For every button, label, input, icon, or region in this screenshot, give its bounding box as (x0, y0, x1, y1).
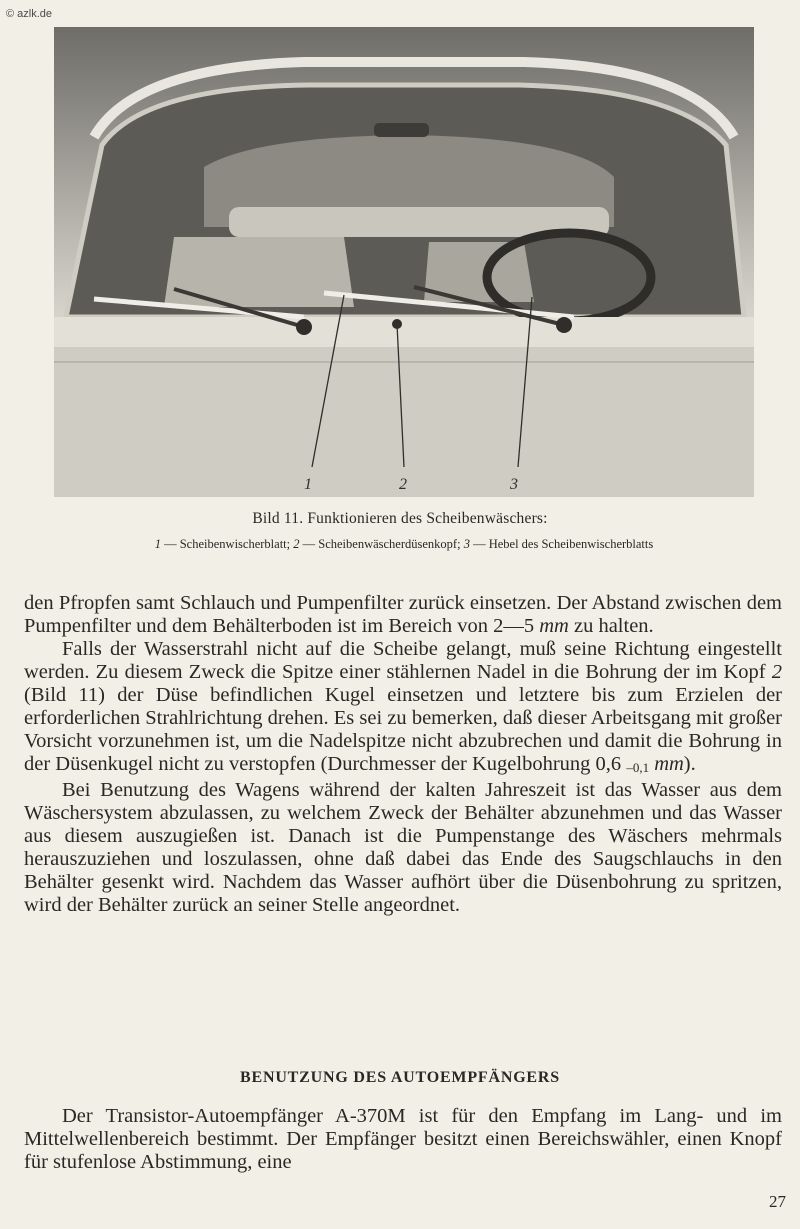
figure-legend (56, 537, 752, 551)
figure-caption: Bild 11. Funktionieren des Scheibenwäschers: (252, 510, 548, 527)
body-text (24, 592, 782, 917)
paragraph-2 (24, 638, 782, 779)
windshield-photo (54, 27, 754, 497)
paragraph-1-text: den Pfropfen samt Schlauch und Pumpenfilter zurück einsetzen. Der Abstand zwischen dem Pumpenfilter und dem Behälterboden ist im Bereich von 2—5 (24, 592, 782, 637)
page-number: 27 (769, 1192, 786, 1211)
body-text-continued (24, 1105, 782, 1174)
callout-1: 1 (304, 476, 312, 493)
paragraph-4: Der Transistor-Autoempfänger A-370M ist für den Empfang im Lang- und im Mittelwellenbereich bestimmt. Der Empfänger besitzt einen Bereichswähler, einen Knopf für stufenlose Abstimmung, eine (24, 1105, 782, 1173)
paragraph-2-end: ). (683, 753, 696, 775)
paragraph-2-text-a: Falls der Wasserstrahl nicht auf die Scheibe gelangt, muß seine Richtung eingestellt werden. Zu diesem Zweck die Spitze einer stählernen Nadel in die Bohrung der im Kopf (24, 638, 782, 683)
cowl-panel (54, 317, 754, 347)
ref-number: 2 (771, 661, 782, 683)
rear-view-mirror (374, 123, 429, 137)
unit-mm: mm (539, 615, 569, 637)
unit-mm: mm (654, 753, 684, 775)
paragraph-3: Bei Benutzung des Wagens während der kalten Jahreszeit ist das Wasser aus dem Wäschersystem abzulassen, zu welchem Zweck der Behälter abzunehmen und das Wasser aus diesem auszugießen ist. Danach ist die Pumpenstange des Wäschers mehrmals herauszuziehen und loszulassen, ohne daß dabei das Ende des Saugschlauchs in den Behälter gesenkt wird. Nachdem das Wasser aufhört über die Düsenbohrung zu spritzen, wird der Behälter zurück an seiner Stelle angeordnet. (24, 779, 782, 916)
legend-text-2: — Scheibenwäscherdüsenkopf; (299, 537, 464, 551)
watermark: © azlk.de (6, 8, 53, 20)
legend-num-2: 2 (293, 537, 300, 551)
wiper-pivot-right (556, 317, 572, 333)
legend-text-1: — Scheibenwischerblatt; (160, 537, 294, 551)
tolerance-subscript: –0,1 (626, 760, 650, 775)
legend-num-3: 3 (463, 537, 470, 551)
paragraph-2-text-b: (Bild 11) der Düse befindlichen Kugel einsetzen und letztere bis zum Erzielen der erforderlichen Strahlrichtung drehen. Es sei zu bemerken, daß dieser Arbeitsgang mit großer Vorsicht vorzunehmen ist, um die Nadelspitze nicht abzubrechen und damit die Bohrung in der Düsenkugel nicht zu verstopfen (Durchmesser der Kugelbohrung 0,6 (24, 684, 782, 775)
legend-text-3: — Hebel des Scheibenwischerblatts (469, 537, 654, 551)
callout-2: 2 (399, 476, 407, 493)
paragraph-1 (24, 592, 782, 638)
section-heading: BENUTZUNG DES AUTOEMPFÄNGERS (240, 1069, 560, 1086)
paragraph-1-end: zu halten. (568, 615, 654, 637)
callout-3: 3 (510, 476, 518, 493)
legend-num-1: 1 (154, 537, 161, 551)
front-seat-left (164, 237, 354, 307)
figure-photo (54, 27, 754, 497)
wiper-pivot-left (296, 319, 312, 335)
